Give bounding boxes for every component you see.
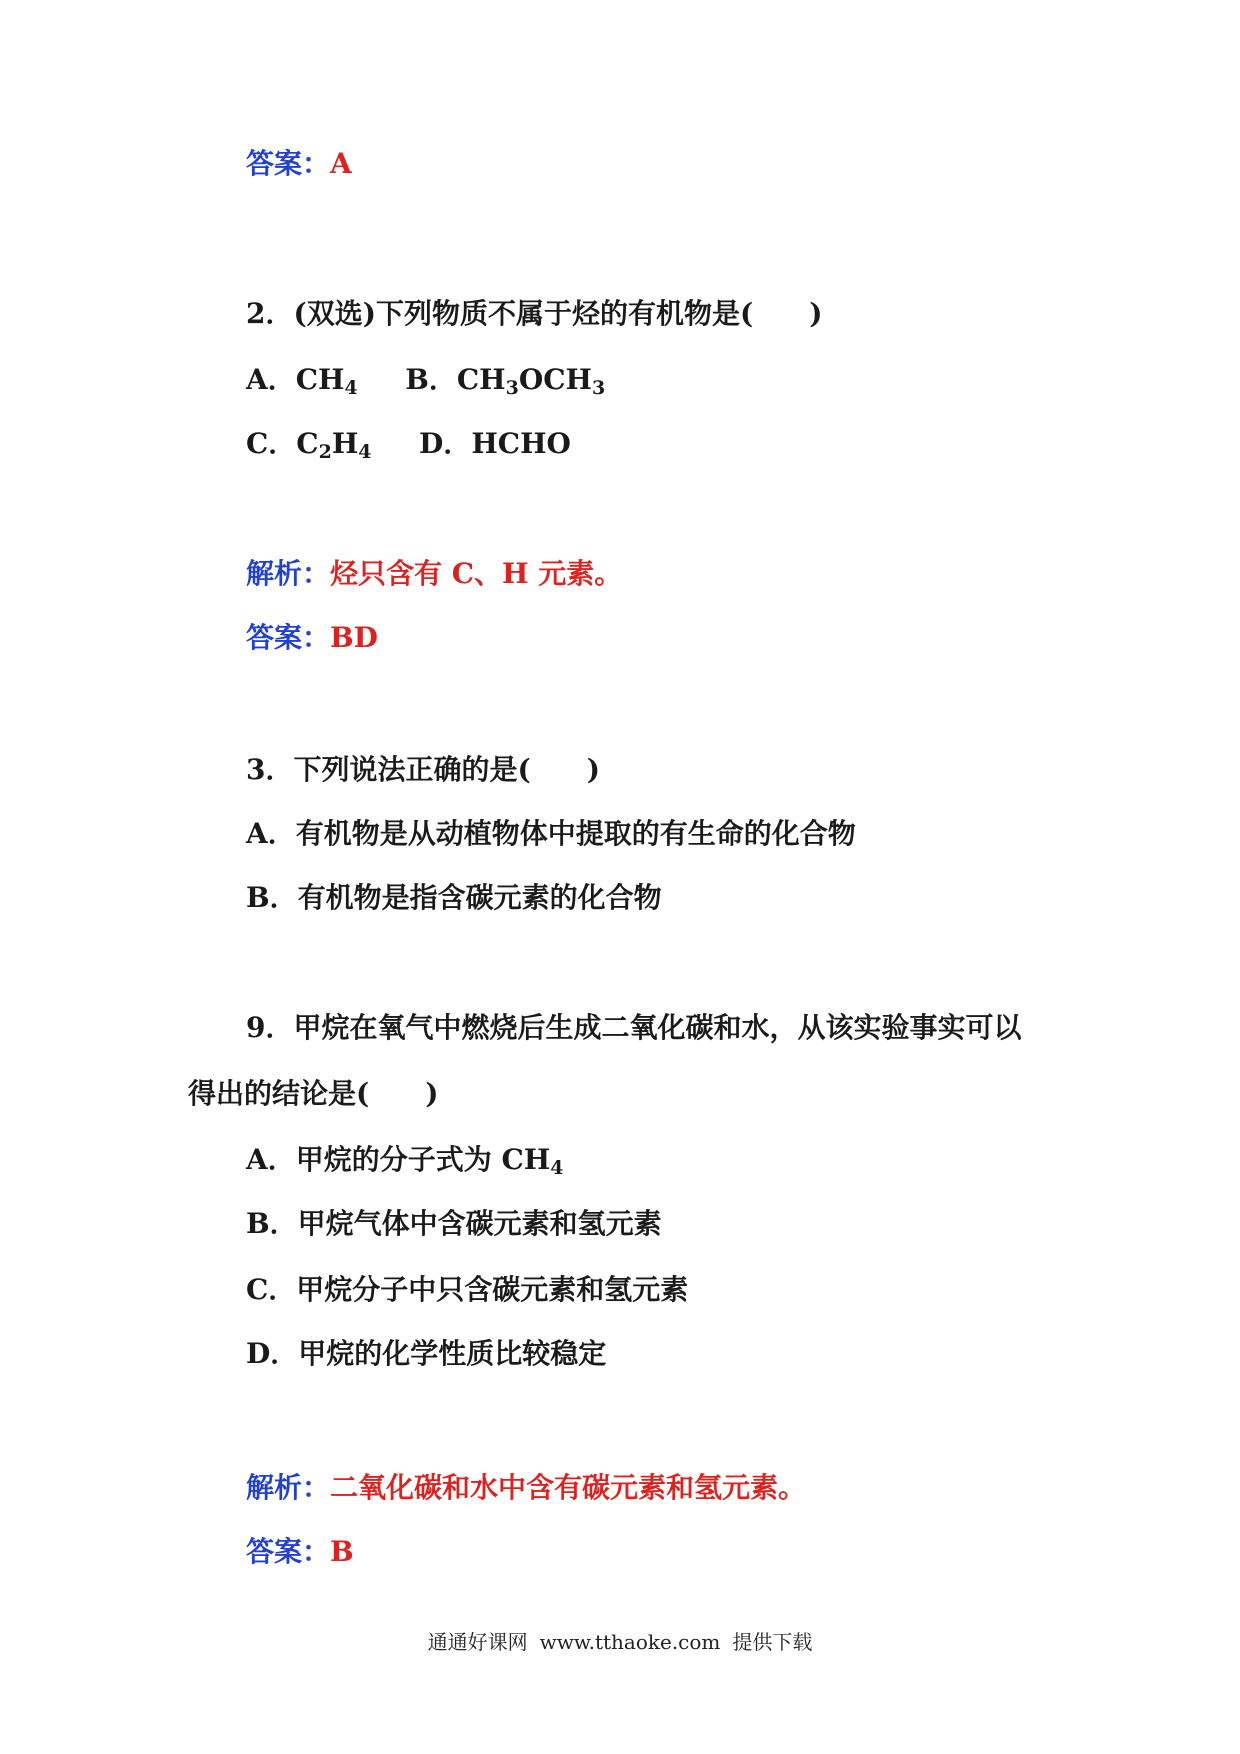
question-2-options-ab xyxy=(246,362,605,406)
question-9-option-c: C．甲烷分子中只含碳元素和氢元素 xyxy=(246,1273,689,1306)
question-3-option-b: B．有机物是指含碳元素的化合物 xyxy=(246,881,662,914)
question-3-stem: 3．下列说法正确的是( ) xyxy=(246,753,600,786)
analysis-label: 解析： xyxy=(246,557,331,590)
option-b-formula-part2: OCH xyxy=(518,363,593,396)
option-b-formula-part1: CH xyxy=(456,363,506,396)
option-d-formula: HCHO xyxy=(471,427,571,460)
question-2-options-cd xyxy=(246,426,571,470)
footer-suffix: 提供下载 xyxy=(732,1630,813,1654)
answer-value: B xyxy=(330,1535,354,1568)
question-3-option-a: A．有机物是从动植物体中提取的有生命的化合物 xyxy=(246,817,856,850)
option-a-subscript: 4 xyxy=(550,1157,564,1179)
option-c-sub1: 2 xyxy=(318,441,332,463)
option-c-label: C． xyxy=(246,427,297,460)
option-b-sub1: 3 xyxy=(505,377,519,399)
question-9-option-b: B．甲烷气体中含碳元素和氢元素 xyxy=(246,1207,662,1240)
footer-site-name: 通通好课网 xyxy=(427,1630,528,1654)
footer-url[interactable]: www.tthaoke.com xyxy=(539,1630,721,1654)
answer-label: 答案： xyxy=(246,1535,331,1568)
analysis-label: 解析： xyxy=(246,1471,331,1504)
question-9-option-d: D．甲烷的化学性质比较稳定 xyxy=(246,1337,607,1370)
option-c-formula-part1: C xyxy=(296,427,319,460)
question-9-option-a xyxy=(246,1142,563,1186)
option-a-formula: CH xyxy=(295,363,345,396)
question-9-stem-line1: 9．甲烷在氧气中燃烧后生成二氧化碳和水，从该实验事实可以 xyxy=(246,1011,1022,1044)
option-a-label: A． xyxy=(246,363,296,396)
answer-label: 答案： xyxy=(246,147,331,180)
option-c-formula-part2: H xyxy=(331,427,359,460)
answer-9 xyxy=(246,1534,354,1570)
answer-value: A xyxy=(330,147,352,180)
question-2-analysis xyxy=(246,556,622,592)
option-a-text: A．甲烷的分子式为 CH xyxy=(246,1143,551,1176)
answer-label: 答案： xyxy=(246,621,331,654)
answer-1 xyxy=(246,146,352,182)
page-footer xyxy=(0,1626,1240,1655)
option-b-sub2: 3 xyxy=(592,377,606,399)
option-a-subscript: 4 xyxy=(344,377,358,399)
question-2-stem: 2．(双选)下列物质不属于烃的有机物是( ) xyxy=(246,297,823,330)
question-9-analysis xyxy=(246,1470,806,1506)
question-9-stem-line2: 得出的结论是( ) xyxy=(188,1077,439,1110)
analysis-text: 烃只含有 C、H 元素。 xyxy=(330,557,623,590)
option-b-label: B． xyxy=(405,363,457,396)
answer-2 xyxy=(246,620,378,656)
option-c-sub2: 4 xyxy=(358,441,372,463)
analysis-text: 二氧化碳和水中含有碳元素和氢元素。 xyxy=(330,1471,807,1504)
option-d-label: D． xyxy=(419,427,472,460)
answer-value: BD xyxy=(330,621,378,654)
